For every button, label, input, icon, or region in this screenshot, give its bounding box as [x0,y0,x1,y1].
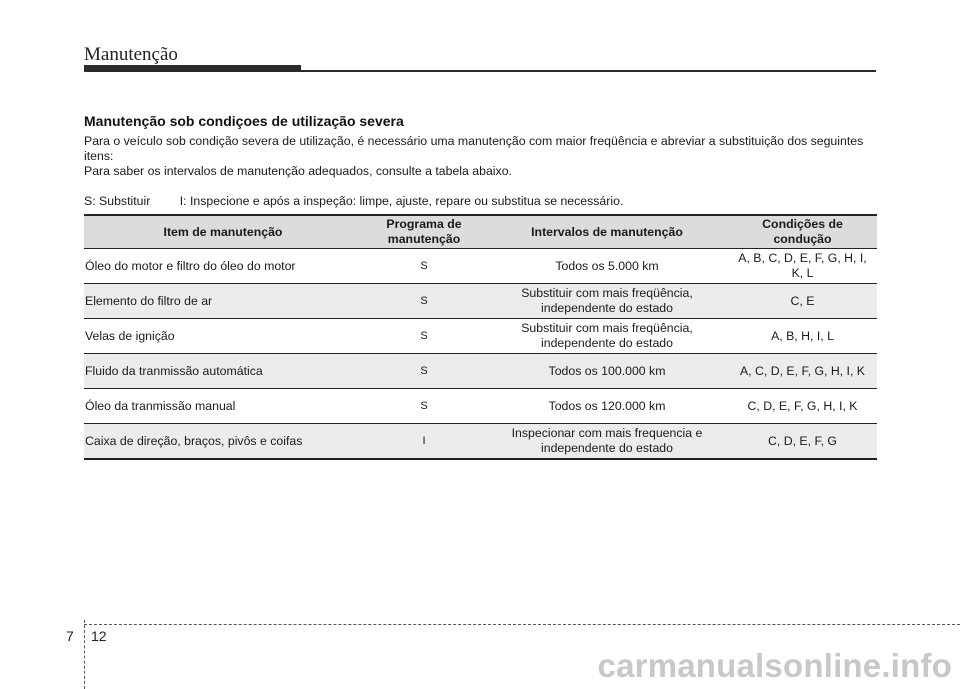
cell-conditions: A, B, C, D, E, F, G, H, I, K, L [728,249,877,284]
cell-program: S [362,284,486,319]
cell-item: Óleo da tranmissão manual [84,389,362,424]
chapter-number: 7 [66,628,74,644]
cell-item: Elemento do filtro de ar [84,284,362,319]
section-heading: Manutenção sob condiçoes de utilização severa [84,113,404,129]
cell-interval: Substituir com mais freqüência, independente do estado [486,319,728,354]
table-row [84,319,877,354]
cell-item: Óleo do motor e filtro do óleo do motor [84,249,362,284]
cell-program: S [362,354,486,389]
legend-substitute: S: Substituir [84,194,151,208]
page-margin-horizontal-rule [84,624,960,625]
cell-conditions: A, B, H, I, L [728,319,877,354]
page-number: 12 [91,628,107,644]
cell-program: S [362,249,486,284]
maintenance-table [84,214,877,460]
cell-interval: Inspecionar com mais frequencia e independente do estado [486,424,728,460]
cell-item: Velas de ignição [84,319,362,354]
page-header-title: Manutenção [84,44,178,65]
cell-program: S [362,319,486,354]
cell-conditions: A, C, D, E, F, G, H, I, K [728,354,877,389]
table-row [84,284,877,319]
cell-interval: Todos os 120.000 km [486,389,728,424]
cell-conditions: C, D, E, F, G [728,424,877,460]
intro-text [84,134,884,179]
legend [84,194,623,208]
table-row [84,249,877,284]
legend-inspect: I: Inspecione e após a inspeção: limpe, ajuste, repare ou substitua se necessário. [179,194,624,208]
col-header-item: Item de manutenção [84,215,362,249]
header-rule [301,70,876,72]
table-row [84,354,877,389]
cell-interval: Todos os 100.000 km [486,354,728,389]
cell-item: Fluido da tranmissão automática [84,354,362,389]
watermark: carmanualsonline.info [597,647,952,684]
cell-program: S [362,389,486,424]
page-margin-vertical-rule [84,620,85,689]
col-header-conditions: Condições de condução [728,215,877,249]
header-accent-bar [84,65,301,72]
cell-interval: Todos os 5.000 km [486,249,728,284]
cell-conditions: C, E [728,284,877,319]
cell-conditions: C, D, E, F, G, H, I, K [728,389,877,424]
cell-item: Caixa de direção, braços, pivôs e coifas [84,424,362,460]
table-header-row [84,215,877,249]
intro-paragraph-2: Para saber os intervalos de manutenção adequados, consulte a tabela abaixo. [84,164,512,178]
cell-interval: Substituir com mais freqüência, independente do estado [486,284,728,319]
cell-program: I [362,424,486,460]
table-row [84,389,877,424]
col-header-interval: Intervalos de manutenção [486,215,728,249]
col-header-program: Programa de manutenção [362,215,486,249]
table-row [84,424,877,460]
intro-paragraph-1: Para o veículo sob condição severa de utilização, é necessário uma manutenção com maior freqüência e abreviar a substituição dos seguintes itens: [84,134,864,163]
